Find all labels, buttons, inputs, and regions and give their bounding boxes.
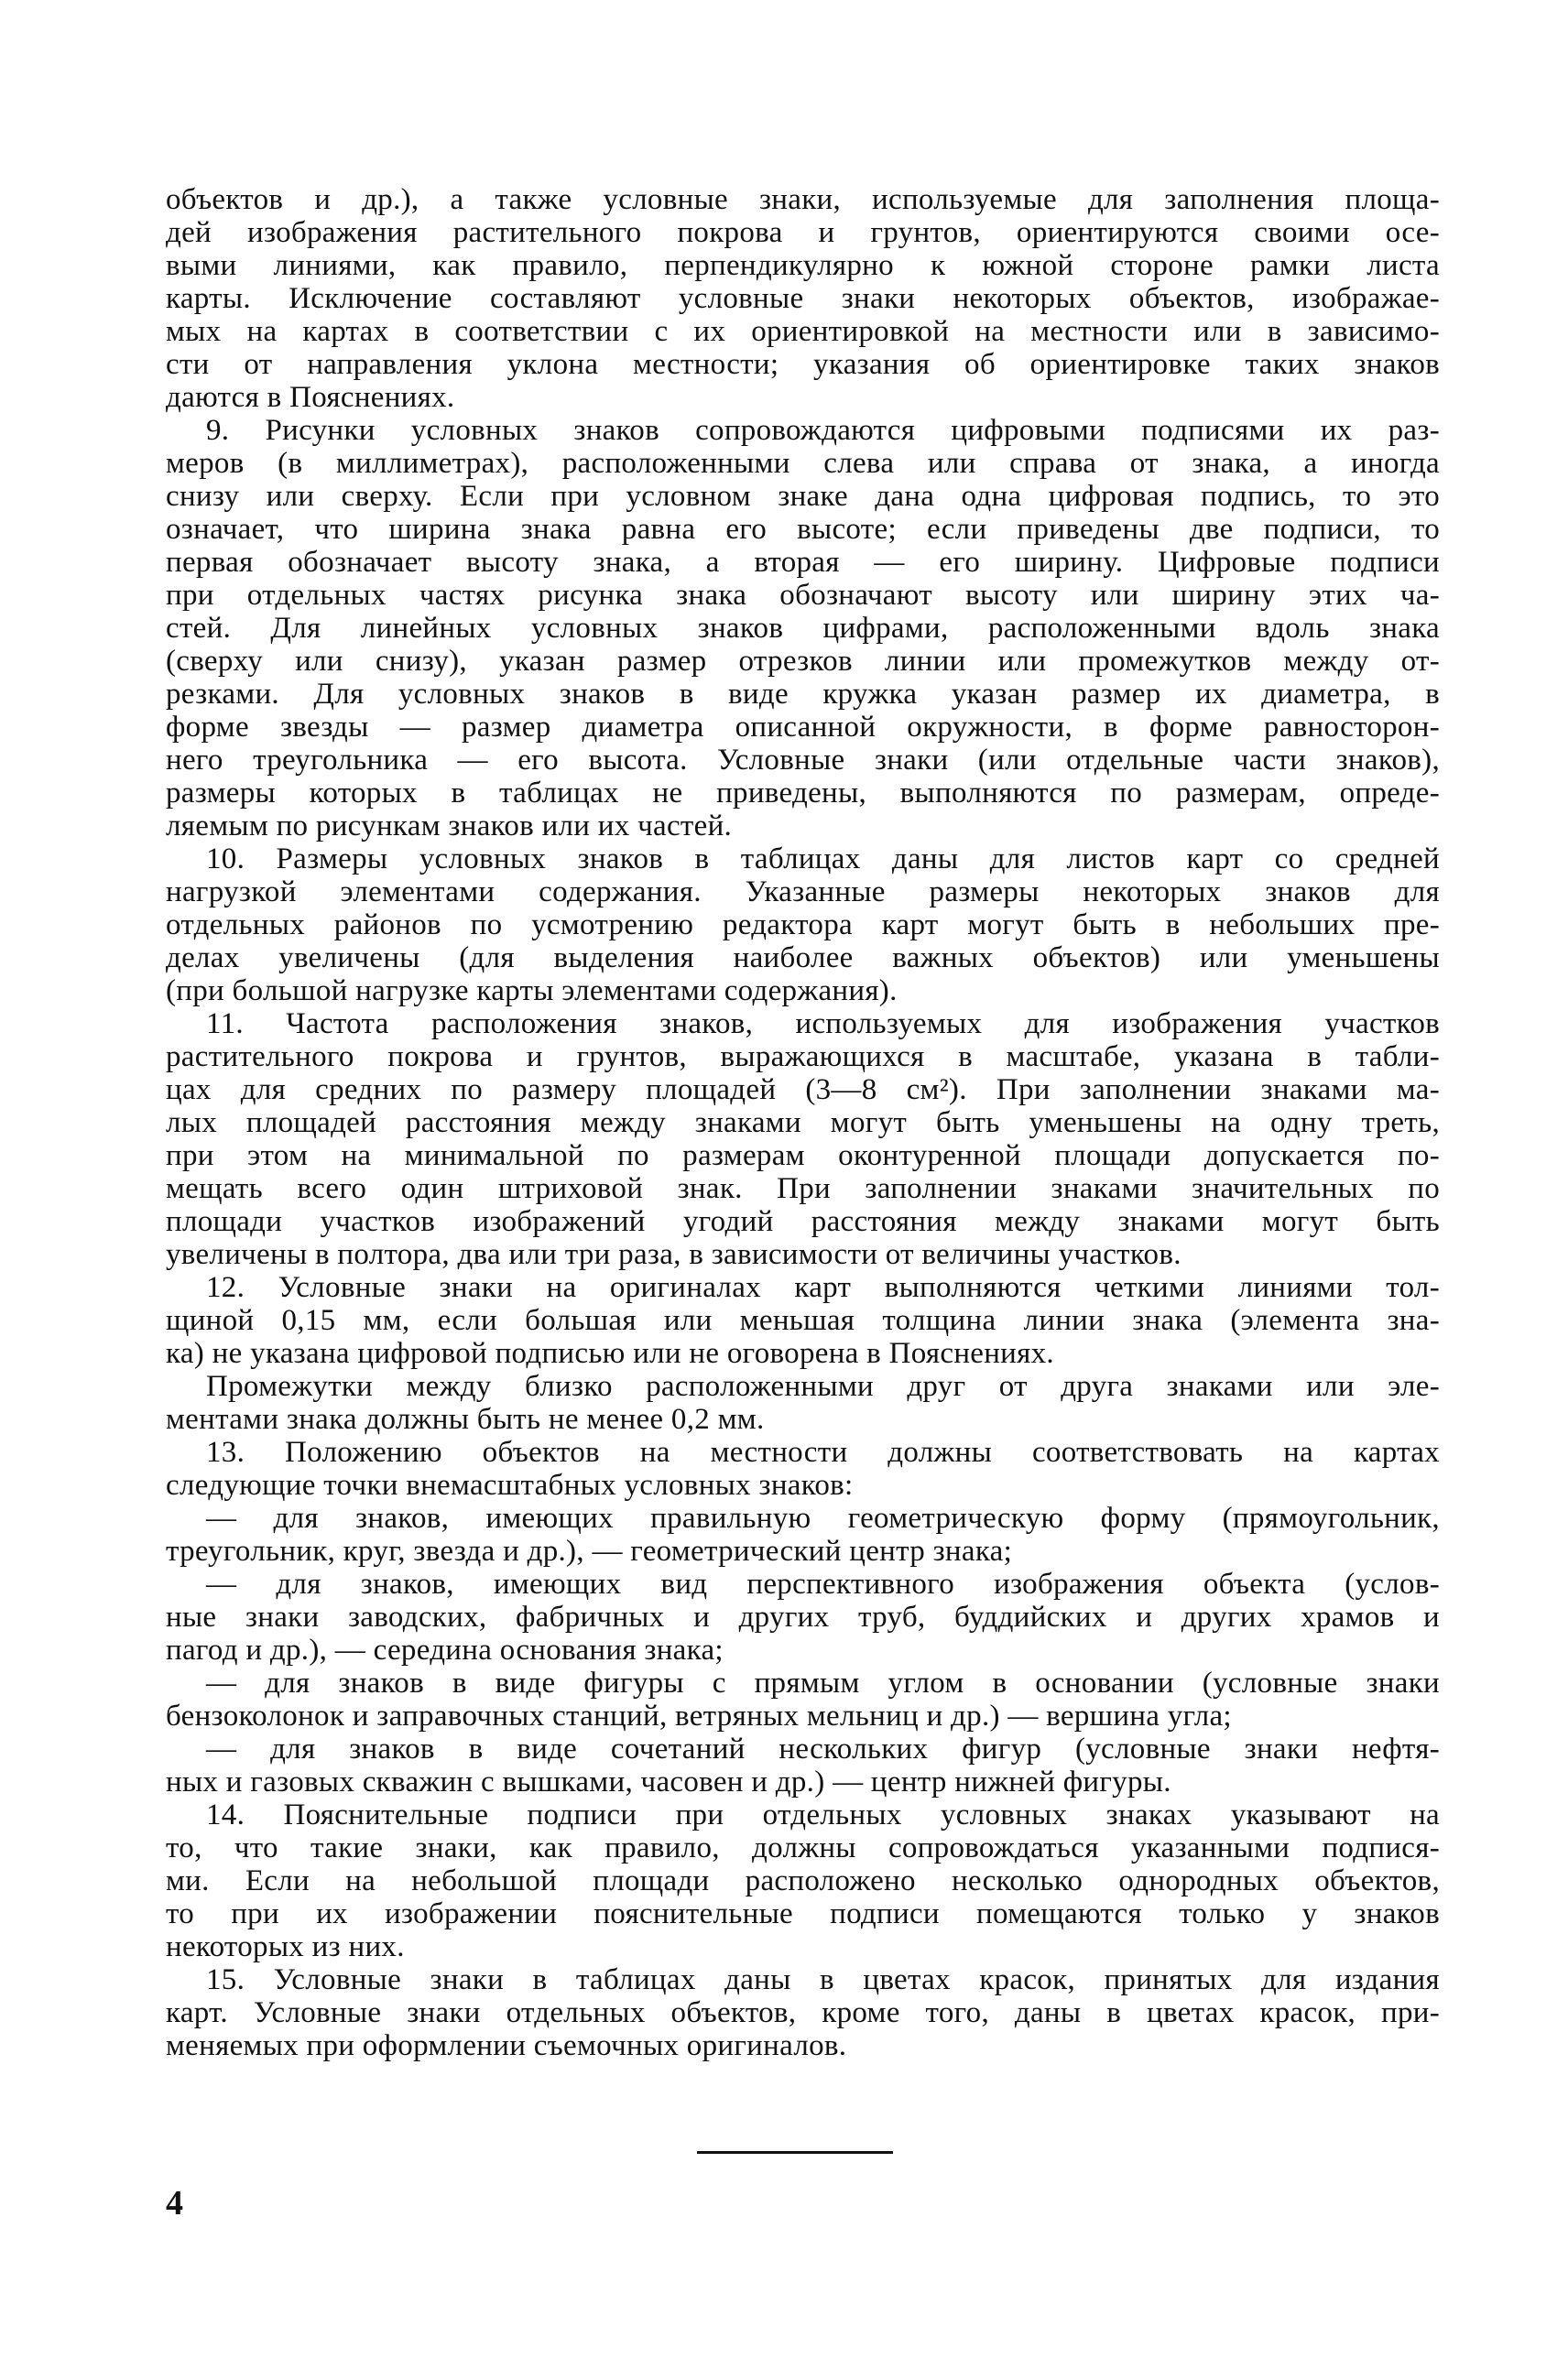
paragraph [166,1436,1440,1502]
paragraph [166,1733,1440,1799]
text-line: 11. Частота расположения знаков, используемых для изображения участков [206,1007,1440,1040]
text-line: ных и газовых скважин с вышками, часовен и др.) — центр нижней фигуры. [166,1766,1171,1799]
text-line: меняемых при оформлении съемочных оригиналов. [166,2029,847,2062]
text-line: 13. Положению объектов на местности должны соответствовать на картах [206,1436,1440,1469]
text-line: карт. Условные знаки отдельных объектов, кроме того, даны в цветах красок, при- [166,1996,1440,2029]
text-line: 12. Условные знаки на оригиналах карт выполняются четкими линиями тол- [206,1271,1440,1304]
text-line: ные знаки заводских, фабричных и других труб, буддийских и других храмов и [166,1601,1440,1634]
text-line: 10. Размеры условных знаков в таблицах даны для листов карт со средней [206,842,1440,875]
text-line: ми. Если на небольшой площади расположено несколько однородных объектов, [166,1864,1440,1897]
text-line: даются в Пояснениях. [166,381,455,414]
text-line: снизу или сверху. Если при условном знаке дана одна цифровая подпись, то это [166,480,1440,513]
text-line: — для знаков в виде фигуры с прямым углом в основании (условные знаки [206,1667,1440,1700]
text-line: форме звезды — размер диаметра описанной окружности, в форме равносторон- [166,711,1440,744]
end-rule-divider [697,2151,893,2154]
paragraph [166,1667,1440,1733]
text-line: — для знаков в виде сочетаний нескольких фигур (условные знаки нефтя- [206,1733,1440,1766]
paragraph [166,1799,1440,1963]
text-line: щиной 0,15 мм, если большая или меньшая толщина линии знака (элемента зна- [166,1304,1440,1337]
text-line: 9. Рисунки условных знаков сопровождаются цифровыми подписями их раз- [206,414,1440,447]
page-number: 4 [166,2184,183,2222]
text-line: объектов и др.), а также условные знаки, используемые для заполнения площа- [166,183,1440,216]
text-line: некоторых из них. [166,1930,405,1963]
paragraph [166,414,1440,842]
text-line: меров (в миллиметрах), расположенными слева или справа от знака, а иногда [166,447,1440,480]
text-line: ментами знака должны быть не менее 0,2 мм. [166,1403,765,1436]
text-line: то, что такие знаки, как правило, должны сопровождаться указанными подпися- [166,1831,1440,1864]
text-line: пагод и др.), — середина основания знака; [166,1634,724,1667]
paragraph [166,1963,1440,2062]
text-line: — для знаков, имеющих правильную геометрическую форму (прямоугольник, [206,1502,1440,1535]
text-line: нагрузкой элементами содержания. Указанные размеры некоторых знаков для [166,875,1440,908]
text-line: стей. Для линейных условных знаков цифрами, расположенными вдоль знака [166,612,1440,645]
text-line: ляемым по рисункам знаков или их частей. [166,810,733,842]
text-line: первая обозначает высоту знака, а вторая — его ширину. Цифровые подписи [166,546,1440,579]
text-line: цах для средних по размеру площадей (3—8 см²). При заполнении знаками ма- [166,1073,1440,1106]
text-line: означает, что ширина знака равна его высоте; если приведены две подписи, то [166,513,1440,546]
text-line: мых на картах в соответствии с их ориентировкой на местности или в зависимо- [166,315,1440,348]
text-line: дей изображения растительного покрова и грунтов, ориентируются своими осе- [166,216,1440,249]
paragraph [166,1502,1440,1568]
text-line: сти от направления уклона местности; указания об ориентировке таких знаков [166,348,1440,381]
text-line: растительного покрова и грунтов, выражающихся в масштабе, указана в табли- [166,1040,1440,1073]
text-line: 14. Пояснительные подписи при отдельных условных знаках указывают на [206,1799,1440,1831]
text-line: отдельных районов по усмотрению редактора карт могут быть в небольших пре- [166,908,1440,941]
text-line: то при их изображении пояснительные подписи помещаются только у знаков [166,1897,1440,1930]
text-line: размеры которых в таблицах не приведены, выполняются по размерам, опреде- [166,777,1440,810]
text-line: делах увеличены (для выделения наиболее важных объектов) или уменьшены [166,941,1440,974]
text-line: (сверху или снизу), указан размер отрезков линии или промежутков между от- [166,645,1440,678]
text-line: резками. Для условных знаков в виде кружка указан размер их диаметра, в [166,678,1440,711]
paragraph [166,1007,1440,1271]
text-line: увеличены в полтора, два или три раза, в зависимости от величины участков. [166,1238,1181,1271]
text-line: Промежутки между близко расположенными друг от друга знаками или эле- [206,1370,1440,1403]
paragraph [166,842,1440,1007]
paragraph [166,183,1440,414]
text-line: лых площадей расстояния между знаками могут быть уменьшены на одну треть, [166,1106,1440,1139]
text-line: него треугольника — его высота. Условные знаки (или отдельные части знаков), [166,744,1440,777]
text-line: выми линиями, как правило, перпендикулярно к южной стороне рамки листа [166,249,1440,282]
paragraph [166,1271,1440,1370]
text-line: мещать всего один штриховой знак. При заполнении знаками значительных по [166,1172,1440,1205]
text-line: площади участков изображений угодий расстояния между знаками могут быть [166,1205,1440,1238]
text-line: — для знаков, имеющих вид перспективного изображения объекта (услов- [206,1568,1440,1601]
body-text [166,183,1440,2062]
text-line: треугольник, круг, звезда и др.), — геометрический центр знака; [166,1535,1013,1568]
text-line: при отдельных частях рисунка знака обозначают высоту или ширину этих ча- [166,579,1440,612]
text-line: при этом на минимальной по размерам оконтуренной площади допускается по- [166,1139,1440,1172]
text-line: ка) не указана цифровой подписью или не оговорена в Пояснениях. [166,1337,1054,1370]
paragraph [166,1568,1440,1667]
text-line: карты. Исключение составляют условные знаки некоторых объектов, изображае- [166,282,1440,315]
text-line: следующие точки внемасштабных условных знаков: [166,1469,854,1502]
text-line: бензоколонок и заправочных станций, ветряных мельниц и др.) — вершина угла; [166,1700,1232,1733]
text-line: 15. Условные знаки в таблицах даны в цветах красок, принятых для издания [206,1963,1440,1996]
text-line: (при большой нагрузке карты элементами содержания). [166,974,898,1007]
paragraph [166,1370,1440,1436]
